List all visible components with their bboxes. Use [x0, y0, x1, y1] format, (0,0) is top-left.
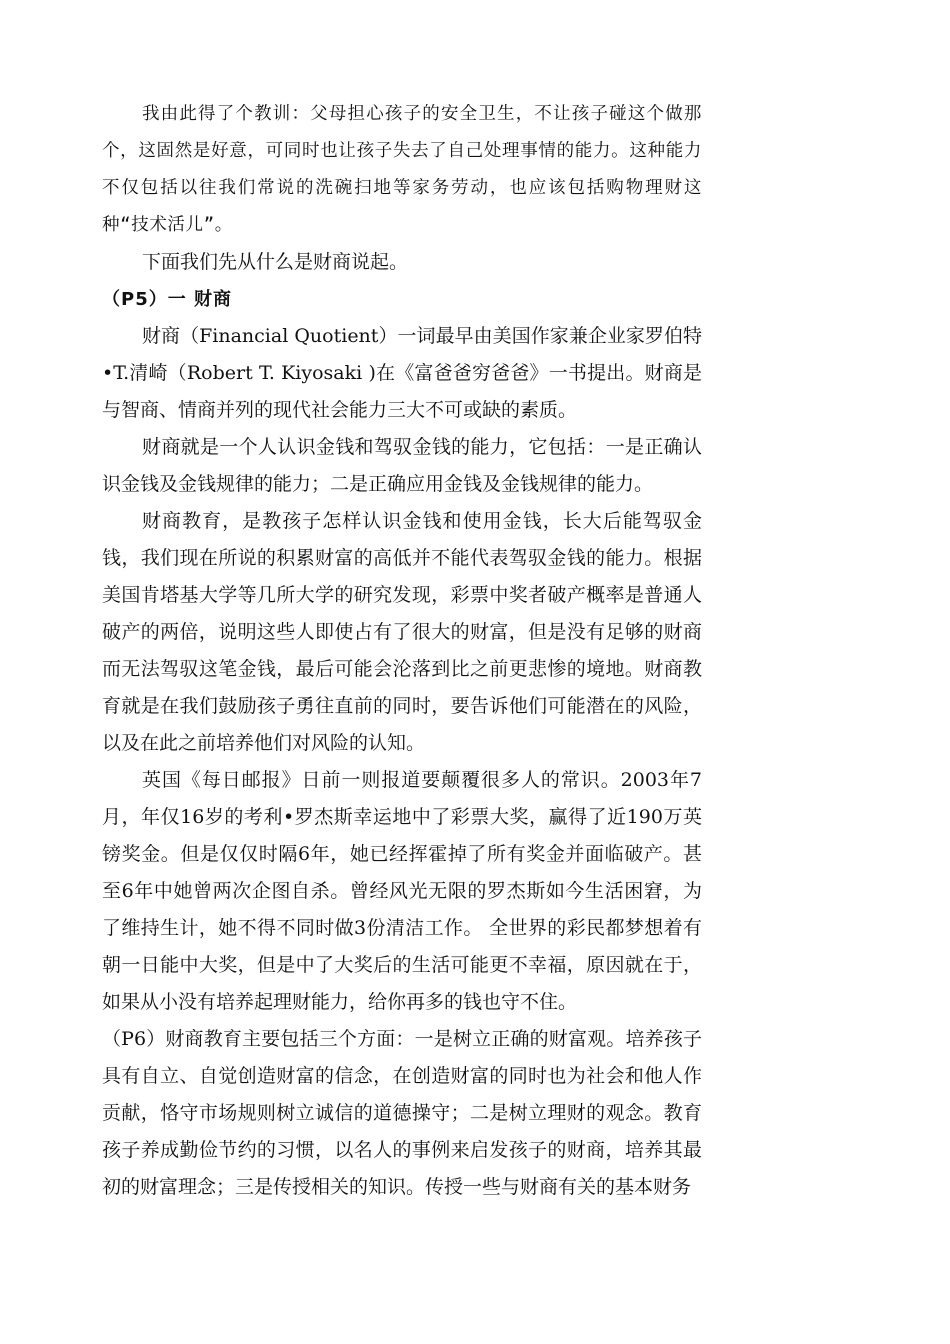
paragraph-lottery-story: 英国《每日邮报》日前一则报道要颠覆很多人的常识。2003年7月，年仅16岁的考利•罗杰斯幸运地中了彩票大奖，赢得了近190万英镑奖金。但是仅仅时隔6年，她已经挥霍掉了所有奖金并面临破产。甚至6年中她曾两次企图自杀。曾经风光无限的罗杰斯如今生活困窘，为了维持生计，她不得不同时做3份清洁工作。 全世界的彩民都梦想着有朝一日能中大奖，但是中了大奖后的生活可能更不幸福，原因就在于，如果从小没有培养起理财能力，给你再多的钱也守不住。: [102, 769, 702, 1013]
paragraph-fq-origin: 财商（Financial Quotient）一词最早由美国作家兼企业家罗伯特•T.清崎（Robert T. Kiyosaki )在《富爸爸穷爸爸》一书提出。财商是与智商、情商并列的现代社会能力三大不可或缺的素质。: [102, 325, 702, 421]
paragraph-intro: 下面我们先从什么是财商说起。: [142, 251, 409, 273]
paragraph-fq-education: 财商教育，是教孩子怎样认识金钱和使用金钱，长大后能驾驭金钱，我们现在所说的积累财富的高低并不能代表驾驭金钱的能力。根据美国肯塔基大学等几所大学的研究发现，彩票中奖者破产概率是普通人破产的两倍，说明这些人即使占有了很大的财富，但是没有足够的财商而无法驾驭这笔金钱，最后可能会沦落到比之前更悲惨的境地。财商教育就是在我们鼓励孩子勇往直前的同时，要告诉他们可能潜在的风险，以及在此之前培养他们对风险的认知。: [102, 510, 702, 754]
section-heading-financial-quotient: （P5）一 财商: [102, 289, 232, 310]
document-page: [102, 96, 702, 1206]
paragraph-education-aspects: （P6）财商教育主要包括三个方面：一是树立正确的财富观。培养孩子具有自立、自觉创造财富的信念，在创造财富的同时也为社会和他人作贡献，恪守市场规则树立诚信的道德操守；二是树立理财的观念。教育孩子养成勤俭节约的习惯，以名人的事例来启发孩子的财商，培养其最初的财富理念；三是传授相关的知识。传授一些与财商有关的基本财务: [102, 1028, 702, 1198]
paragraph-fq-definition: 财商就是一个人认识金钱和驾驭金钱的能力，它包括：一是正确认识金钱及金钱规律的能力；二是正确应用金钱及金钱规律的能力。: [102, 436, 702, 495]
paragraph-lesson: 我由此得了个教训：父母担心孩子的安全卫生，不让孩子碰这个做那个，这固然是好意，可同时也让孩子失去了自己处理事情的能力。这种能力不仅包括以往我们常说的洗碗扫地等家务劳动，也应该包括购物理财这种“技术活儿”。: [102, 104, 702, 235]
